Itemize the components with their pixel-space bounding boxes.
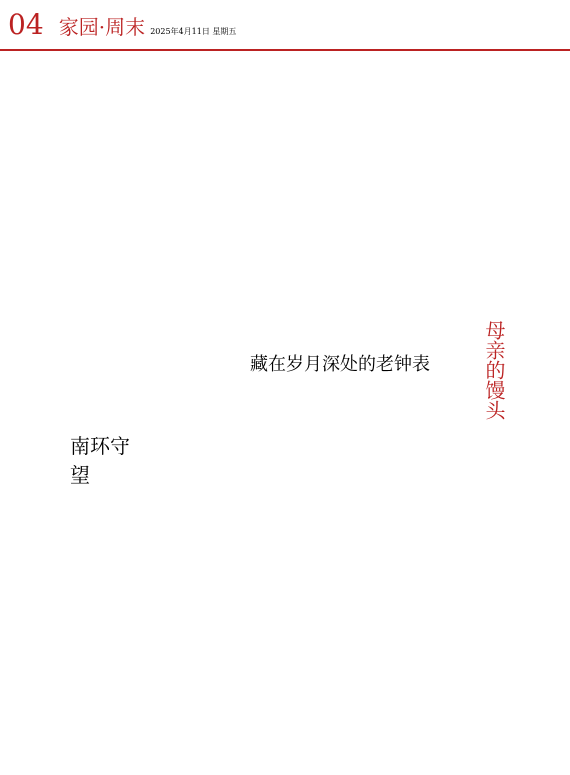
date: 2025年4月11日 星期五 <box>150 27 237 36</box>
article-title: 南环守望 <box>70 434 130 487</box>
section-title: 家园·周末 <box>58 15 146 39</box>
article-title: 母亲的馒头 <box>482 320 506 420</box>
page-number: 04 <box>8 8 44 41</box>
article-title: 藏在岁月深处的老钟表 <box>250 354 430 375</box>
header <box>0 0 570 51</box>
